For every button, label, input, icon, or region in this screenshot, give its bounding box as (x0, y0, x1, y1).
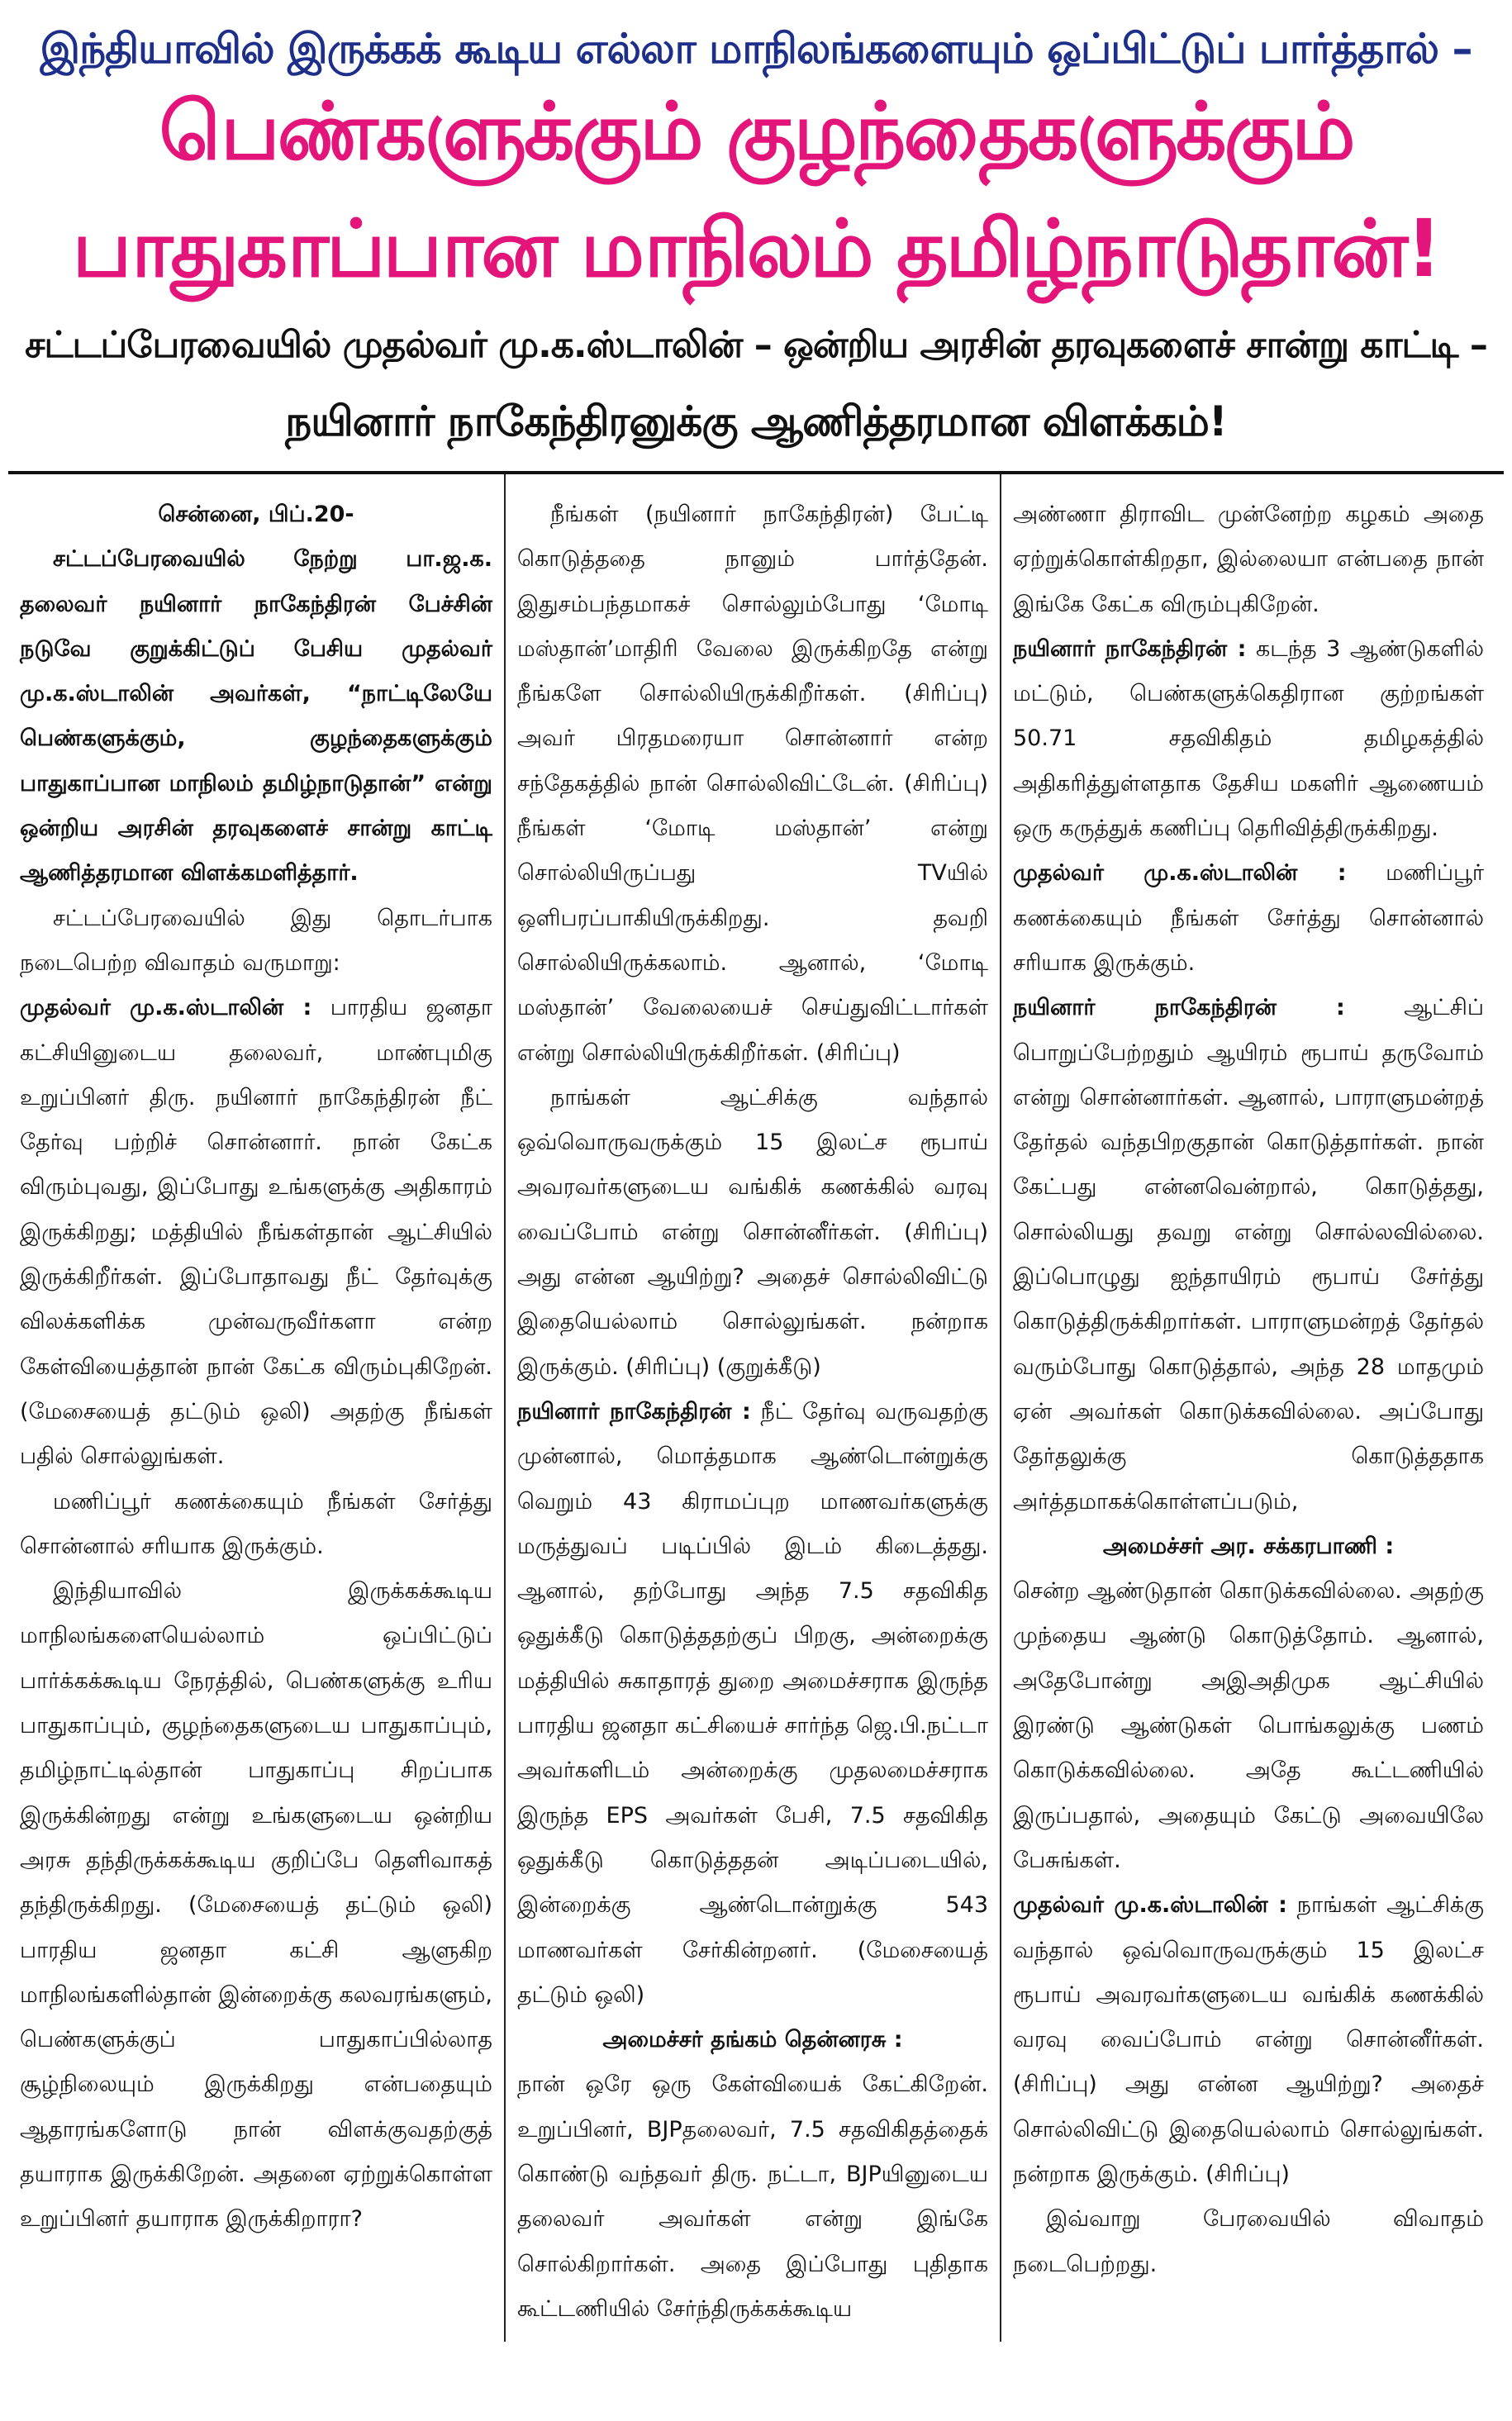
paragraph: நான் ஒரே ஒரு கேள்வியைக் கேட்கிறேன். உறுப்பினர், BJPதலைவர், 7.5 சதவிகிதத்தைக் கொண்டு வந்தவர் திரு. நட்டா, BJPயினுடைய தலைவர் அவர்கள் என்று இங்கே சொல்கிறார்கள். அதை இப்போது புதிதாக கூட்டணியில் சேர்ந்திருக்கக்கூடிய (517, 2071, 988, 2322)
closing-paragraph: இவ்வாறு பேரவையில் விவாதம் நடைபெற்றது. (1013, 2206, 1484, 2277)
header (8, 0, 1504, 459)
speech-text: பாரதிய ஜனதா கட்சியினுடைய தலைவர், மாண்புமிகு உறுப்பினர் திரு. நயினார் நாகேந்திரன் நீட் தேர்வு பற்றிச் சொன்னார். நான் கேட்க விரும்புவது, இப்போது உங்களுக்கு அதிகாரம் இருக்கிறது; மத்தியில் நீங்கள்தான் ஆட்சியில் இருக்கிறீர்கள். இப்போதாவது நீட் தேர்வுக்கு விலக்களிக்க முன்வருவீர்களா என்ற கேள்வியைத்தான் நான் கேட்க விரும்புகிறேன். (மேசையைத் தட்டும் ஒலி) அதற்கு நீங்கள் பதில் சொல்லுங்கள். (20, 995, 492, 1470)
subhead-line-1: சட்டப்பேரவையில் முதல்வர் மு.க.ஸ்டாலின் – ஒன்றிய அரசின் தரவுகளைச் சான்று காட்டி – (25, 324, 1487, 366)
paragraph: மணிப்பூர் கணக்கையும் நீங்கள் சேர்த்து சொன்னால் சரியாக இருக்கும். (20, 1488, 492, 1559)
speaker-label: நயினார் நாகேந்திரன் : (1013, 635, 1247, 662)
paragraph (1013, 627, 1484, 851)
speaker-label: நயினார் நாகேந்திரன் : (517, 1398, 751, 1425)
paragraph (517, 1390, 988, 2018)
paragraph (1013, 1883, 1484, 2197)
paragraph: சென்ற ஆண்டுதான் கொடுக்கவில்லை. அதற்கு முந்தைய ஆண்டு கொடுத்தோம். ஆனால், அதேபோன்று அஇஅதிமுக ஆட்சியில் இரண்டு ஆண்டுகள் பொங்கலுக்கு பணம் கொடுக்கவில்லை. அதே கூட்டணியில் இருப்பதால், அதையும் கேட்டு அவையிலே பேசுங்கள். (1013, 1578, 1484, 1873)
speaker-label: முதல்வர் மு.க.ஸ்டாலின் : (20, 995, 312, 1021)
headline-line-1: பெண்களுக்கும் குழந்தைகளுக்கும் (159, 85, 1353, 178)
speaker-label: முதல்வர் மு.க.ஸ்டாலின் : (1013, 1892, 1287, 1919)
speech-text: ஆட்சிப் பொறுப்பேற்றதும் ஆயிரம் ரூபாய் தருவோம் என்று சொன்னார்கள். ஆனால், பாராளுமன்றத் தேர்தல் வந்தபிறகுதான் கொடுத்தார்கள். நான் கேட்பது என்னவென்றால், கொடுத்தது, சொல்லியது தவறு என்று சொல்லவில்லை. இப்பொழுது ஐந்தாயிரம் ரூபாய் சேர்த்து கொடுத்திருக்கிறார்கள். பாராளுமன்றத் தேர்தல் வரும்போது கொடுத்தால், அந்த 28 மாதமும் ஏன் அவர்கள் கொடுக்கவில்லை. அப்போது தேர்தலுக்கு கொடுத்ததாக அர்த்தமாகக்கொள்ளப்படும், (1013, 995, 1484, 1515)
speech-text: நீட் தேர்வு வருவதற்கு முன்னால், மொத்தமாக ஆண்டொன்றுக்கு வெறும் 43 கிராமப்புற மாணவர்களுக்கு மருத்துவப் படிப்பில் இடம் கிடைத்தது. ஆனால், தற்போது அந்த 7.5 சதவிகித ஒதுக்கீடு கொடுத்ததற்குப் பிறகு, அன்றைக்கு மத்தியில் சுகாதாரத் துறை அமைச்சராக இருந்த பாரதிய ஜனதா கட்சியைச் சார்ந்த ஜெ.பி.நட்டா அவர்களிடம் அன்றைக்கு முதலமைச்சராக இருந்த EPS அவர்கள் பேசி, 7.5 சதவிகித ஒதுக்கீடு கொடுத்ததன் அடிப்படையில், இன்றைக்கு ஆண்டொன்றுக்கு 543 மாணவர்கள் சேர்கின்றனர். (மேசையைத் தட்டும் ஒலி) (517, 1398, 988, 2008)
speaker-label: அமைச்சர் அர. சக்கரபாணி : (1102, 1533, 1395, 1559)
lead-paragraph: சட்டப்பேரவையில் நேற்று பா.ஜ.க. தலைவர் நயினார் நாகேந்திரன் பேச்சின் நடுவே குறுக்கிட்டுப் பேசிய முதல்வர் மு.க.ஸ்டாலின் அவர்கள், “நாட்டிலேயே பெண்களுக்கும், குழந்தைகளுக்கும் பாதுகாப்பான மாநிலம் தமிழ்நாடுதான்” என்று ஒன்றிய அரசின் தரவுகளைச் சான்று காட்டி ஆணித்தரமான விளக்கமளித்தார். (20, 546, 492, 887)
column-1 (8, 474, 504, 2342)
article-body (8, 474, 1504, 2342)
headline-line-2: பாதுகாப்பான மாநிலம் தமிழ்நாடுதான்! (72, 202, 1440, 295)
speaker-label: முதல்வர் மு.க.ஸ்டாலின் : (1013, 860, 1347, 887)
speaker-label: அமைச்சர் தங்கம் தென்னரசு : (602, 2027, 903, 2053)
paragraph: இந்தியாவில் இருக்கக்கூடிய மாநிலங்களையெல்லாம் ஒப்பிட்டுப் பார்க்கக்கூடிய நேரத்தில், பெண்களுக்கு உரிய பாதுகாப்பும், குழந்தைகளுடைய பாதுகாப்பும், தமிழ்நாட்டில்தான் பாதுகாப்பு சிறப்பாக இருக்கின்றது என்று உங்களுடைய ஒன்றிய அரசு தந்திருக்கக்கூடிய குறிப்பே தெளிவாகத் தந்திருக்கிறது. (மேசையைத் தட்டும் ஒலி) பாரதிய ஜனதா கட்சி ஆளுகிற மாநிலங்களில்தான் இன்றைக்கு கலவரங்களும், பெண்களுக்குப் பாதுகாப்பில்லாத சூழ்நிலையும் இருக்கிறது என்பதையும் ஆதாரங்களோடு நான் விளக்குவதற்குத் தயாராக இருக்கிறேன். அதனை ஏற்றுக்கொள்ள உறுப்பினர் தயாராக இருக்கிறாரா? (20, 1578, 492, 2233)
speech-text: மணிப்பூர் கணக்கையும் நீங்கள் சேர்த்து சொன்னால் சரியாக இருக்கும். (1013, 860, 1484, 976)
speech-text: நாங்கள் ஆட்சிக்கு வந்தால் ஒவ்வொருவருக்கும் 15 இலட்ச ரூபாய் அவரவர்களுடைய வங்கிக் கணக்கில் வரவு வைப்போம் என்று சொன்னீர்கள். (சிரிப்பு) அது என்ன ஆயிற்று? அதைச் சொல்லிவிட்டு இதையெல்லாம் சொல்லுங்கள். நன்றாக இருக்கும். (சிரிப்பு) (1013, 1892, 1484, 2187)
paragraph (1013, 986, 1484, 1524)
intro-paragraph: சட்டப்பேரவையில் இது தொடர்பாக நடைபெற்ற விவாதம் வருமாறு: (20, 905, 492, 976)
subhead-line-2: நயினார் நாகேந்திரனுக்கு ஆணித்தரமான விளக்கம்! (285, 397, 1227, 445)
column-3 (1000, 474, 1495, 2342)
paragraph (1013, 851, 1484, 986)
speech-text: கடந்த 3 ஆண்டுகளில் மட்டும், பெண்களுக்கெதிரான குற்றங்கள் 50.71 சதவிகிதம் தமிழகத்தில் அதிகரித்துள்ளதாக தேசிய மகளிர் ஆணையம் ஒரு கருத்துக் கணிப்பு தெரிவித்திருக்கிறது. (1013, 635, 1484, 842)
paragraph: நாங்கள் ஆட்சிக்கு வந்தால் ஒவ்வொருவருக்கும் 15 இலட்ச ரூபாய் அவரவர்களுடைய வங்கிக் கணக்கில் வரவு வைப்போம் என்று சொன்னீர்கள். (சிரிப்பு) அது என்ன ஆயிற்று? அதைச் சொல்லிவிட்டு இதையெல்லாம் சொல்லுங்கள். நன்றாக இருக்கும். (சிரிப்பு) (குறுக்கீடு) (517, 1084, 988, 1380)
speaker-label: நயினார் நாகேந்திரன் : (1013, 995, 1345, 1021)
paragraph: நீங்கள் (நயினார் நாகேந்திரன்) பேட்டி கொடுத்ததை நானும் பார்த்தேன். இதுசம்பந்தமாகச் சொல்லும்போது ‘மோடி மஸ்தான்’மாதிரி வேலை இருக்கிறதே என்று நீங்களே சொல்லியிருக்கிறீர்கள். (சிரிப்பு) அவர் பிரதமரையா சொன்னார் என்ற சந்தேகத்தில் நான் சொல்லிவிட்டேன். (சிரிப்பு) நீங்கள் ‘மோடி மஸ்தான்’ என்று சொல்லியிருப்பது TVயில் ஒளிபரப்பாகியிருக்கிறது. தவறி சொல்லியிருக்கலாம். ஆனால், ‘மோடி மஸ்தான்’ வேலையைச் செய்துவிட்டார்கள் என்று சொல்லியிருக்கிறீர்கள். (சிரிப்பு) (517, 502, 988, 1066)
dateline: சென்னை, பிப்.20- (158, 502, 354, 527)
kicker: இந்தியாவில் இருக்கக் கூடிய எல்லா மாநிலங்களையும் ஒப்பிட்டுப் பார்த்தால் – (40, 25, 1472, 73)
column-2 (504, 474, 1000, 2342)
paragraph (20, 986, 492, 1479)
paragraph: அண்ணா திராவிட முன்னேற்ற கழகம் அதை ஏற்றுக்கொள்கிறதா, இல்லையா என்பதை நான் இங்கே கேட்க விரும்புகிறேன். (1013, 502, 1484, 617)
